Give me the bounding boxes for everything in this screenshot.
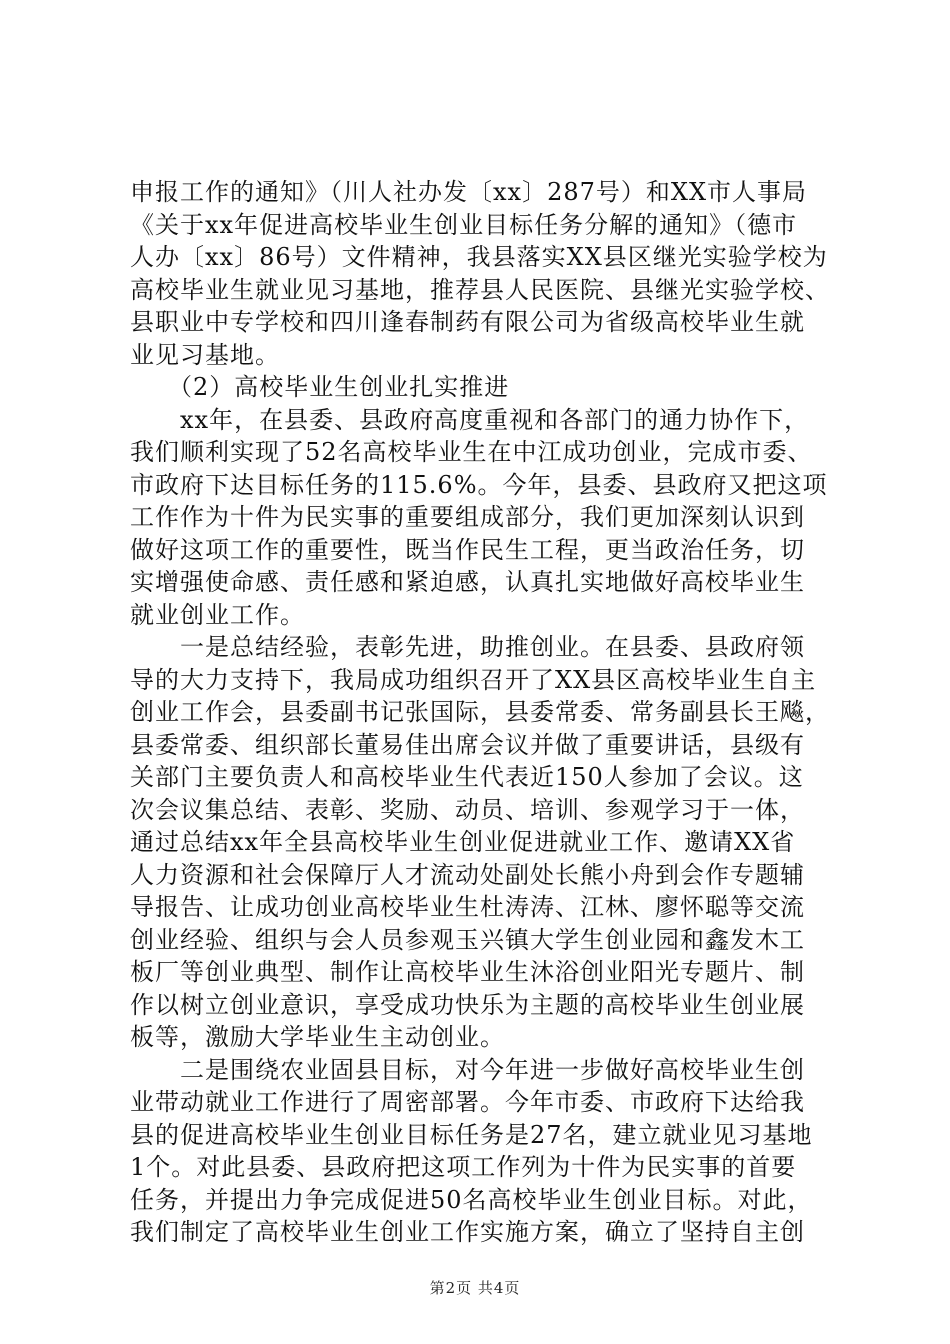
text-line: （2）高校毕业生创业扎实推进 xyxy=(130,373,510,401)
text-line: 申报工作的通知》（川人社办发〔xx〕287号）和XX市人事局 xyxy=(130,178,808,206)
text-line: 业带动就业工作进行了周密部署。今年市委、市政府下达给我 xyxy=(130,1088,805,1116)
text-line: 实增强使命感、责任感和紧迫感，认真扎实地做好高校毕业生 xyxy=(130,568,805,596)
text-line: 二是围绕农业固县目标，对今年进一步做好高校毕业生创 xyxy=(130,1055,805,1084)
text-line: 关部门主要负责人和高校毕业生代表近150人参加了会议。这 xyxy=(130,763,804,791)
text-line: 县的促进高校毕业生创业目标任务是27名，建立就业见习基地 xyxy=(130,1120,813,1149)
text-line: 次会议集总结、表彰、奖励、动员、培训、参观学习于一体， xyxy=(130,795,805,824)
text-line: 做好这项工作的重要性，既当作民生工程，更当政治任务，切 xyxy=(130,535,805,564)
text-line: 板厂等创业典型、制作让高校毕业生沐浴创业阳光专题片、制 xyxy=(130,958,805,986)
text-line: 一是总结经验，表彰先进，助推创业。在县委、县政府领 xyxy=(130,633,805,661)
text-line: 板等，激励大学毕业生主动创业。 xyxy=(130,1023,505,1051)
text-line: 我们顺利实现了52名高校毕业生在中江成功创业，完成市委、 xyxy=(130,438,813,466)
text-line: 高校毕业生就业见习基地，推荐县人民医院、县继光实验学校、 xyxy=(130,275,830,304)
text-line: 人力资源和社会保障厅人才流动处副处长熊小舟到会作专题辅 xyxy=(130,860,805,889)
text-line: 通过总结xx年全县高校毕业生创业促进就业工作、邀请XX省 xyxy=(130,828,796,856)
text-line: 《关于xx年促进高校毕业生创业目标任务分解的通知》（德市 xyxy=(130,210,798,239)
text-line: 市政府下达目标任务的115.6%。今年，县委、县政府又把这项 xyxy=(130,470,828,499)
text-line: 创业经验、组织与会人员参观玉兴镇大学生创业园和鑫发木工 xyxy=(130,925,805,954)
text-line: 作以树立创业意识，享受成功快乐为主题的高校毕业生创业展 xyxy=(130,990,805,1019)
text-line: 1个。对此县委、县政府把这项工作列为十件为民实事的首要 xyxy=(130,1153,797,1181)
text-line: 县委常委、组织部长董易佳出席会议并做了重要讲话，县级有 xyxy=(130,730,805,759)
text-line: 就业创业工作。 xyxy=(130,600,305,629)
text-line: 任务，并提出力争完成促进50名高校毕业生创业目标。对此， xyxy=(130,1185,813,1214)
text-line: xx年，在县委、县政府高度重视和各部门的通力协作下， xyxy=(130,405,810,434)
text-line: 导的大力支持下，我局成功组织召开了XX县区高校毕业生自主 xyxy=(130,665,817,694)
text-line: 工作作为十件为民实事的重要组成部分，我们更加深刻认识到 xyxy=(130,503,805,531)
text-line: 业见习基地。 xyxy=(130,340,280,369)
page-footer: 第2页 共4页 xyxy=(429,1279,521,1297)
text-line: 人办〔xx〕86号）文件精神，我县落实XX县区继光实验学校为 xyxy=(130,243,828,271)
text-line: 创业工作会，县委副书记张国际，县委常委、常务副县长王飚， xyxy=(130,698,830,726)
text-line: 县职业中专学校和四川逢春制药有限公司为省级高校毕业生就 xyxy=(130,308,805,336)
document-body xyxy=(130,176,830,1249)
text-line: 导报告、让成功创业高校毕业生杜涛涛、江林、廖怀聪等交流 xyxy=(130,893,805,921)
text-line: 我们制定了高校毕业生创业工作实施方案，确立了坚持自主创 xyxy=(130,1218,805,1246)
